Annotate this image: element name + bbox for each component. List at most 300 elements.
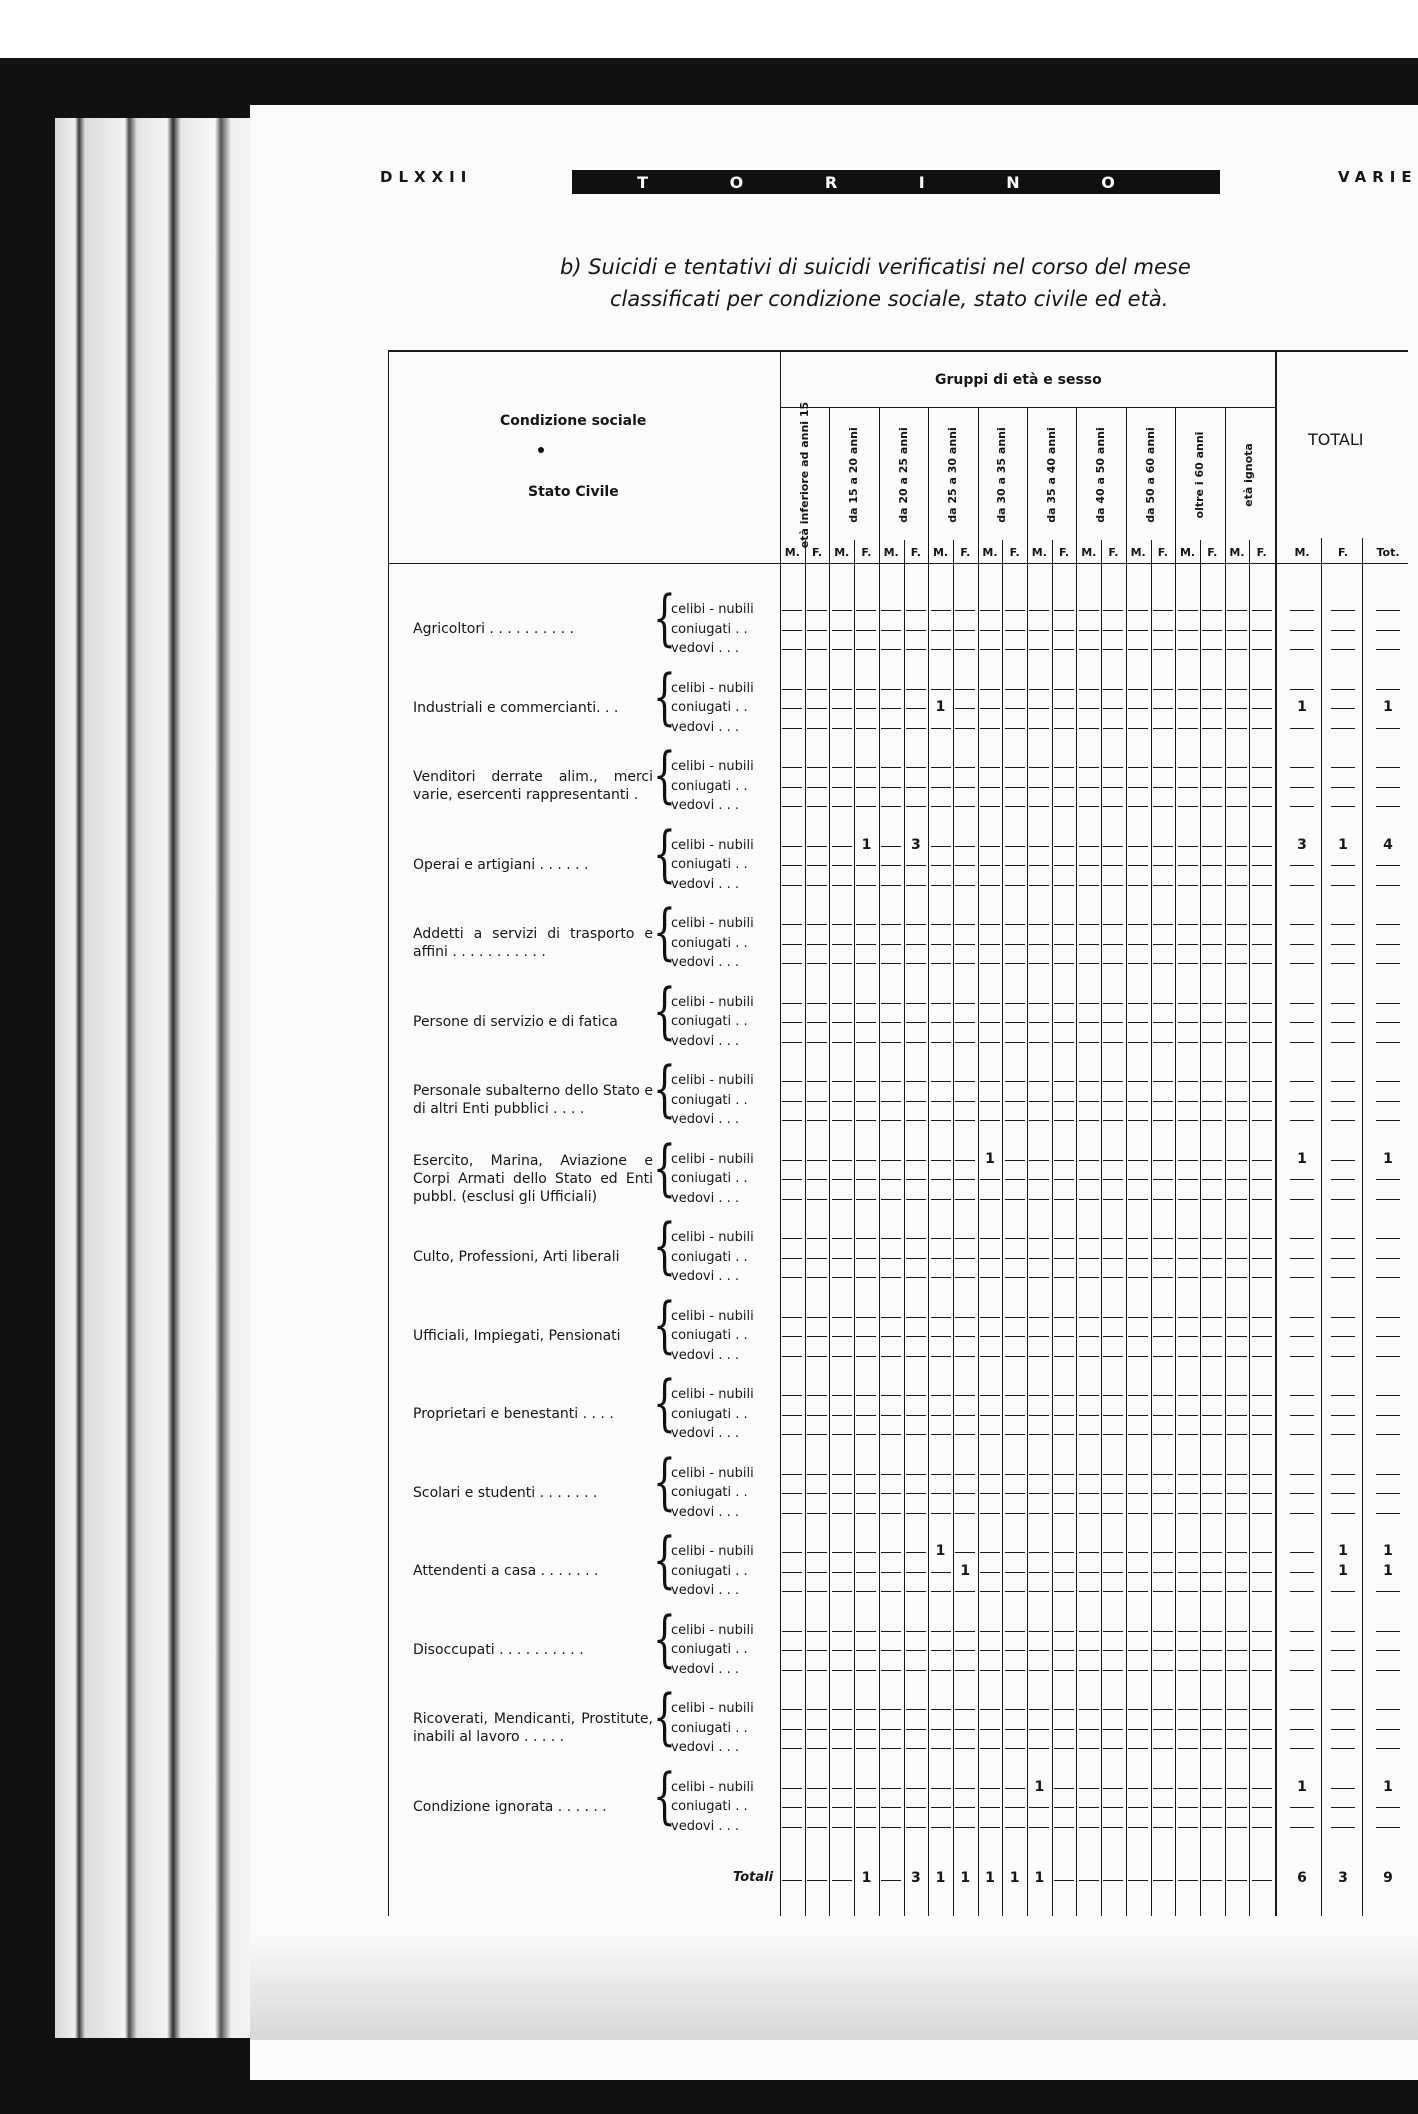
empty-cell-dash (1178, 610, 1198, 611)
empty-cell-dash (955, 1101, 975, 1102)
empty-cell-dash (1153, 1277, 1173, 1278)
civil-state-label: celibi - nubili (671, 759, 754, 774)
empty-cell-dash (1029, 1827, 1049, 1828)
empty-cell-dash (1128, 1729, 1148, 1730)
civil-state-label: celibi - nubili (671, 1701, 754, 1716)
empty-cell-dash (1054, 630, 1074, 631)
empty-cell-dash (906, 649, 926, 650)
age-group-header: da 15 a 20 anni (847, 427, 861, 523)
empty-cell-dash (1290, 1474, 1314, 1475)
empty-cell-dash (931, 1748, 951, 1749)
empty-cell-dash (832, 1042, 852, 1043)
empty-cell-dash (1178, 708, 1198, 709)
empty-cell-dash (980, 1277, 1000, 1278)
empty-cell-dash (1202, 1788, 1222, 1789)
empty-cell-dash (1227, 1042, 1247, 1043)
empty-cell-dash (1153, 1631, 1173, 1632)
empty-cell-dash (1005, 1199, 1025, 1200)
empty-cell-dash (931, 787, 951, 788)
empty-cell-dash (1202, 1591, 1222, 1592)
cell-value: 1 (1297, 699, 1307, 715)
empty-cell-dash (807, 1120, 827, 1121)
empty-cell-dash (1376, 1336, 1400, 1337)
empty-cell-dash (1005, 885, 1025, 886)
table-left-rule (388, 351, 389, 1916)
empty-cell-dash (1079, 1807, 1099, 1808)
empty-cell-dash (1202, 1258, 1222, 1259)
empty-cell-dash (1290, 1277, 1314, 1278)
empty-cell-dash (1153, 787, 1173, 788)
empty-cell-dash (1029, 1336, 1049, 1337)
empty-cell-dash (1153, 1101, 1173, 1102)
empty-cell-dash (1202, 1880, 1222, 1881)
empty-cell-dash (906, 1415, 926, 1416)
empty-cell-dash (1202, 806, 1222, 807)
empty-cell-dash (980, 1748, 1000, 1749)
empty-cell-dash (1128, 1474, 1148, 1475)
empty-cell-dash (1005, 689, 1025, 690)
empty-cell-dash (1252, 1748, 1272, 1749)
empty-cell-dash (1376, 1101, 1400, 1102)
empty-cell-dash (832, 1160, 852, 1161)
empty-cell-dash (1376, 1807, 1400, 1808)
empty-cell-dash (1202, 787, 1222, 788)
brace-icon: { (653, 1761, 676, 1832)
empty-cell-dash (1331, 708, 1355, 709)
empty-cell-dash (1103, 1336, 1123, 1337)
empty-cell-dash (931, 1395, 951, 1396)
empty-cell-dash (1290, 1081, 1314, 1082)
empty-cell-dash (1290, 885, 1314, 886)
empty-cell-dash (782, 787, 802, 788)
empty-cell-dash (1202, 1022, 1222, 1023)
empty-cell-dash (881, 1434, 901, 1435)
empty-cell-dash (1054, 1160, 1074, 1161)
cell-value: 1 (1383, 1543, 1393, 1559)
empty-cell-dash (931, 1160, 951, 1161)
empty-cell-dash (1079, 1631, 1099, 1632)
empty-cell-dash (980, 1572, 1000, 1573)
empty-cell-dash (1054, 1572, 1074, 1573)
empty-cell-dash (1227, 1022, 1247, 1023)
empty-cell-dash (980, 1199, 1000, 1200)
empty-cell-dash (782, 885, 802, 886)
empty-cell-dash (1376, 924, 1400, 925)
empty-cell-dash (881, 1474, 901, 1475)
empty-cell-dash (1029, 689, 1049, 690)
empty-cell-dash (1029, 885, 1049, 886)
empty-cell-dash (906, 767, 926, 768)
empty-cell-dash (1290, 1434, 1314, 1435)
empty-cell-dash (1178, 1572, 1198, 1573)
empty-cell-dash (807, 1552, 827, 1553)
empty-cell-dash (856, 1022, 876, 1023)
empty-cell-dash (832, 1317, 852, 1318)
empty-cell-dash (1202, 944, 1222, 945)
empty-cell-dash (1376, 1317, 1400, 1318)
empty-cell-dash (980, 787, 1000, 788)
empty-cell-dash (955, 1238, 975, 1239)
empty-cell-dash (1103, 1042, 1123, 1043)
empty-cell-dash (1252, 767, 1272, 768)
empty-cell-dash (1079, 1022, 1099, 1023)
empty-cell-dash (906, 865, 926, 866)
empty-cell-dash (807, 885, 827, 886)
empty-cell-dash (1331, 1042, 1355, 1043)
empty-cell-dash (881, 806, 901, 807)
empty-cell-dash (1202, 846, 1222, 847)
empty-cell-dash (1054, 1081, 1074, 1082)
empty-cell-dash (881, 1336, 901, 1337)
empty-cell-dash (1079, 1258, 1099, 1259)
empty-cell-dash (980, 1670, 1000, 1671)
empty-cell-dash (1079, 924, 1099, 925)
age-col-rule (1200, 540, 1201, 1916)
empty-cell-dash (782, 689, 802, 690)
empty-cell-dash (1227, 1258, 1247, 1259)
empty-cell-dash (1103, 1827, 1123, 1828)
empty-cell-dash (931, 1042, 951, 1043)
empty-cell-dash (1178, 1552, 1198, 1553)
category-label: Disoccupati . . . . . . . . . . (413, 1641, 584, 1658)
empty-cell-dash (782, 1788, 802, 1789)
empty-cell-dash (1331, 649, 1355, 650)
empty-cell-dash (782, 1827, 802, 1828)
empty-cell-dash (1376, 1709, 1400, 1710)
empty-cell-dash (1290, 1748, 1314, 1749)
empty-cell-dash (807, 1729, 827, 1730)
empty-cell-dash (782, 865, 802, 866)
empty-cell-dash (782, 1258, 802, 1259)
empty-cell-dash (1103, 1395, 1123, 1396)
empty-cell-dash (1227, 1552, 1247, 1553)
empty-cell-dash (1128, 1120, 1148, 1121)
empty-cell-dash (1202, 1729, 1222, 1730)
empty-cell-dash (832, 610, 852, 611)
empty-cell-dash (1331, 1199, 1355, 1200)
brace-icon: { (653, 1133, 676, 1204)
empty-cell-dash (807, 649, 827, 650)
totals-col-rule (1321, 538, 1322, 1916)
empty-cell-dash (881, 1591, 901, 1592)
empty-cell-dash (881, 944, 901, 945)
empty-cell-dash (980, 1650, 1000, 1651)
brace-icon: { (653, 662, 676, 733)
empty-cell-dash (856, 767, 876, 768)
empty-cell-dash (782, 1022, 802, 1023)
empty-cell-dash (955, 1336, 975, 1337)
empty-cell-dash (1202, 708, 1222, 709)
empty-cell-dash (980, 630, 1000, 631)
civil-state-header: Stato Civile (528, 484, 619, 500)
empty-cell-dash (1252, 728, 1272, 729)
empty-cell-dash (1252, 1827, 1272, 1828)
empty-cell-dash (1227, 1474, 1247, 1475)
empty-cell-dash (1029, 1434, 1049, 1435)
empty-cell-dash (980, 1827, 1000, 1828)
civil-state-label: vedovi . . . (671, 798, 739, 813)
empty-cell-dash (832, 728, 852, 729)
empty-cell-dash (1153, 924, 1173, 925)
empty-cell-dash (931, 924, 951, 925)
empty-cell-dash (1290, 1827, 1314, 1828)
empty-cell-dash (1079, 865, 1099, 866)
empty-cell-dash (1054, 865, 1074, 866)
empty-cell-dash (1252, 1238, 1272, 1239)
empty-cell-dash (1029, 1277, 1049, 1278)
empty-cell-dash (1079, 1729, 1099, 1730)
empty-cell-dash (1153, 767, 1173, 768)
total-value: 1 (1009, 1870, 1020, 1886)
page-shadow (250, 1930, 1418, 2040)
empty-cell-dash (1054, 1729, 1074, 1730)
empty-cell-dash (1005, 1748, 1025, 1749)
civil-state-label: vedovi . . . (671, 1112, 739, 1127)
empty-cell-dash (955, 1415, 975, 1416)
empty-cell-dash (1029, 1042, 1049, 1043)
empty-cell-dash (1029, 1238, 1049, 1239)
empty-cell-dash (782, 1670, 802, 1671)
empty-cell-dash (1079, 1434, 1099, 1435)
empty-cell-dash (807, 1631, 827, 1632)
empty-cell-dash (955, 1120, 975, 1121)
sex-label: F. (1059, 546, 1070, 559)
empty-cell-dash (1103, 610, 1123, 611)
empty-cell-dash (1227, 1729, 1247, 1730)
empty-cell-dash (1079, 610, 1099, 611)
empty-cell-dash (1005, 1591, 1025, 1592)
empty-cell-dash (881, 767, 901, 768)
sex-label: M. (1229, 546, 1245, 559)
total-label: F. (1337, 546, 1349, 559)
empty-cell-dash (1128, 963, 1148, 964)
empty-cell-dash (906, 1552, 926, 1553)
empty-cell-dash (1252, 1434, 1272, 1435)
category-label: Venditori derrate alim., merci varie, esercenti rappresentanti . (413, 769, 653, 804)
empty-cell-dash (955, 708, 975, 709)
empty-cell-dash (955, 1356, 975, 1357)
empty-cell-dash (1128, 1277, 1148, 1278)
empty-cell-dash (1202, 1120, 1222, 1121)
empty-cell-dash (1103, 1650, 1123, 1651)
empty-cell-dash (1103, 1160, 1123, 1161)
civil-state-label: coniugati . . (671, 1642, 748, 1657)
empty-cell-dash (1331, 1493, 1355, 1494)
brace-icon: { (653, 819, 676, 890)
empty-cell-dash (1153, 1415, 1173, 1416)
empty-cell-dash (955, 1552, 975, 1553)
empty-cell-dash (906, 1493, 926, 1494)
empty-cell-dash (832, 1238, 852, 1239)
empty-cell-dash (782, 1415, 802, 1416)
empty-cell-dash (906, 1336, 926, 1337)
empty-cell-dash (980, 1003, 1000, 1004)
empty-cell-dash (955, 1434, 975, 1435)
empty-cell-dash (881, 1042, 901, 1043)
empty-cell-dash (1029, 1120, 1049, 1121)
total-value: 1 (960, 1870, 971, 1886)
empty-cell-dash (881, 708, 901, 709)
empty-cell-dash (1290, 767, 1314, 768)
empty-cell-dash (1227, 1199, 1247, 1200)
cell-value: 1 (935, 1543, 946, 1559)
empty-cell-dash (1054, 1336, 1074, 1337)
empty-cell-dash (1331, 1591, 1355, 1592)
empty-cell-dash (1331, 1434, 1355, 1435)
empty-cell-dash (782, 1277, 802, 1278)
category-label: Personale subalterno dello Stato e di altri Enti pubblici . . . . (413, 1083, 653, 1118)
empty-cell-dash (1054, 1513, 1074, 1514)
empty-cell-dash (906, 1199, 926, 1200)
empty-cell-dash (1290, 630, 1314, 631)
empty-cell-dash (1331, 1022, 1355, 1023)
city-name: T O R I N O (637, 172, 1153, 192)
empty-cell-dash (1227, 1395, 1247, 1396)
empty-cell-dash (1128, 1827, 1148, 1828)
empty-cell-dash (782, 649, 802, 650)
empty-cell-dash (955, 1160, 975, 1161)
civil-state-label: celibi - nubili (671, 1151, 754, 1167)
empty-cell-dash (1128, 1199, 1148, 1200)
empty-cell-dash (906, 1513, 926, 1514)
empty-cell-dash (1227, 1101, 1247, 1102)
empty-cell-dash (832, 1101, 852, 1102)
sex-label: F. (1157, 546, 1168, 559)
empty-cell-dash (1376, 1022, 1400, 1023)
empty-cell-dash (856, 1434, 876, 1435)
empty-cell-dash (881, 1572, 901, 1573)
civil-state-label: vedovi . . . (671, 641, 739, 656)
empty-cell-dash (931, 1631, 951, 1632)
empty-cell-dash (1227, 1788, 1247, 1789)
empty-cell-dash (1128, 1258, 1148, 1259)
empty-cell-dash (1227, 1880, 1247, 1881)
age-col-rule (1027, 407, 1028, 1916)
empty-cell-dash (1178, 1160, 1198, 1161)
empty-cell-dash (881, 1552, 901, 1553)
civil-state-label: vedovi . . . (671, 1426, 739, 1441)
empty-cell-dash (906, 1591, 926, 1592)
empty-cell-dash (832, 1552, 852, 1553)
empty-cell-dash (1103, 1415, 1123, 1416)
empty-cell-dash (881, 1258, 901, 1259)
civil-state-label: coniugati . . (671, 778, 748, 794)
empty-cell-dash (1202, 1650, 1222, 1651)
empty-cell-dash (1103, 1179, 1123, 1180)
age-col-rule (1151, 540, 1152, 1916)
empty-cell-dash (1290, 1709, 1314, 1710)
empty-cell-dash (1054, 963, 1074, 964)
empty-cell-dash (832, 1788, 852, 1789)
empty-cell-dash (980, 610, 1000, 611)
cell-value: 1 (1383, 1562, 1393, 1579)
empty-cell-dash (931, 1317, 951, 1318)
empty-cell-dash (1290, 728, 1314, 729)
empty-cell-dash (1128, 787, 1148, 788)
empty-cell-dash (1252, 1591, 1272, 1592)
empty-cell-dash (1079, 1081, 1099, 1082)
empty-cell-dash (881, 630, 901, 631)
empty-cell-dash (1153, 728, 1173, 729)
empty-cell-dash (1376, 1277, 1400, 1278)
empty-cell-dash (1005, 1415, 1025, 1416)
empty-cell-dash (856, 1336, 876, 1337)
empty-cell-dash (980, 1474, 1000, 1475)
sex-label: F. (812, 546, 823, 559)
empty-cell-dash (1331, 865, 1355, 866)
empty-cell-dash (1252, 1179, 1272, 1180)
civil-state-label: celibi - nubili (671, 994, 754, 1010)
empty-cell-dash (1153, 1493, 1173, 1494)
empty-cell-dash (1202, 963, 1222, 964)
empty-cell-dash (1128, 1631, 1148, 1632)
empty-cell-dash (1178, 1003, 1198, 1004)
empty-cell-dash (1005, 963, 1025, 964)
empty-cell-dash (1227, 1120, 1247, 1121)
empty-cell-dash (881, 1748, 901, 1749)
empty-cell-dash (931, 1572, 951, 1573)
empty-cell-dash (1252, 1631, 1272, 1632)
empty-cell-dash (1178, 787, 1198, 788)
empty-cell-dash (832, 708, 852, 709)
empty-cell-dash (1331, 1277, 1355, 1278)
empty-cell-dash (1178, 944, 1198, 945)
age-group-header: da 40 a 50 anni (1094, 427, 1108, 523)
empty-cell-dash (881, 865, 901, 866)
total-value: 3 (1338, 1870, 1348, 1886)
empty-cell-dash (906, 1650, 926, 1651)
empty-cell-dash (881, 924, 901, 925)
empty-cell-dash (1290, 1807, 1314, 1808)
empty-cell-dash (1029, 1670, 1049, 1671)
brace-icon: { (653, 584, 676, 654)
empty-cell-dash (807, 689, 827, 690)
empty-cell-dash (1079, 649, 1099, 650)
empty-cell-dash (906, 1042, 926, 1043)
empty-cell-dash (1290, 1552, 1314, 1553)
empty-cell-dash (1290, 1415, 1314, 1416)
empty-cell-dash (856, 630, 876, 631)
empty-cell-dash (906, 1356, 926, 1357)
empty-cell-dash (1290, 1670, 1314, 1671)
empty-cell-dash (1029, 767, 1049, 768)
empty-cell-dash (1029, 1650, 1049, 1651)
empty-cell-dash (1331, 1356, 1355, 1357)
empty-cell-dash (1202, 1238, 1222, 1239)
total-label: M. (1294, 546, 1310, 559)
cell-value: 1 (1338, 1543, 1348, 1559)
empty-cell-dash (881, 1513, 901, 1514)
empty-cell-dash (1153, 1709, 1173, 1710)
total-value: 1 (935, 1870, 946, 1886)
empty-cell-dash (906, 1277, 926, 1278)
empty-cell-dash (1178, 1474, 1198, 1475)
empty-cell-dash (955, 787, 975, 788)
empty-cell-dash (1202, 689, 1222, 690)
empty-cell-dash (955, 806, 975, 807)
empty-cell-dash (807, 728, 827, 729)
empty-cell-dash (856, 944, 876, 945)
empty-cell-dash (1252, 846, 1272, 847)
empty-cell-dash (1178, 1513, 1198, 1514)
empty-cell-dash (1227, 1317, 1247, 1318)
empty-cell-dash (1252, 689, 1272, 690)
empty-cell-dash (807, 1880, 827, 1881)
empty-cell-dash (807, 708, 827, 709)
empty-cell-dash (1227, 1513, 1247, 1514)
empty-cell-dash (1079, 944, 1099, 945)
empty-cell-dash (881, 1101, 901, 1102)
